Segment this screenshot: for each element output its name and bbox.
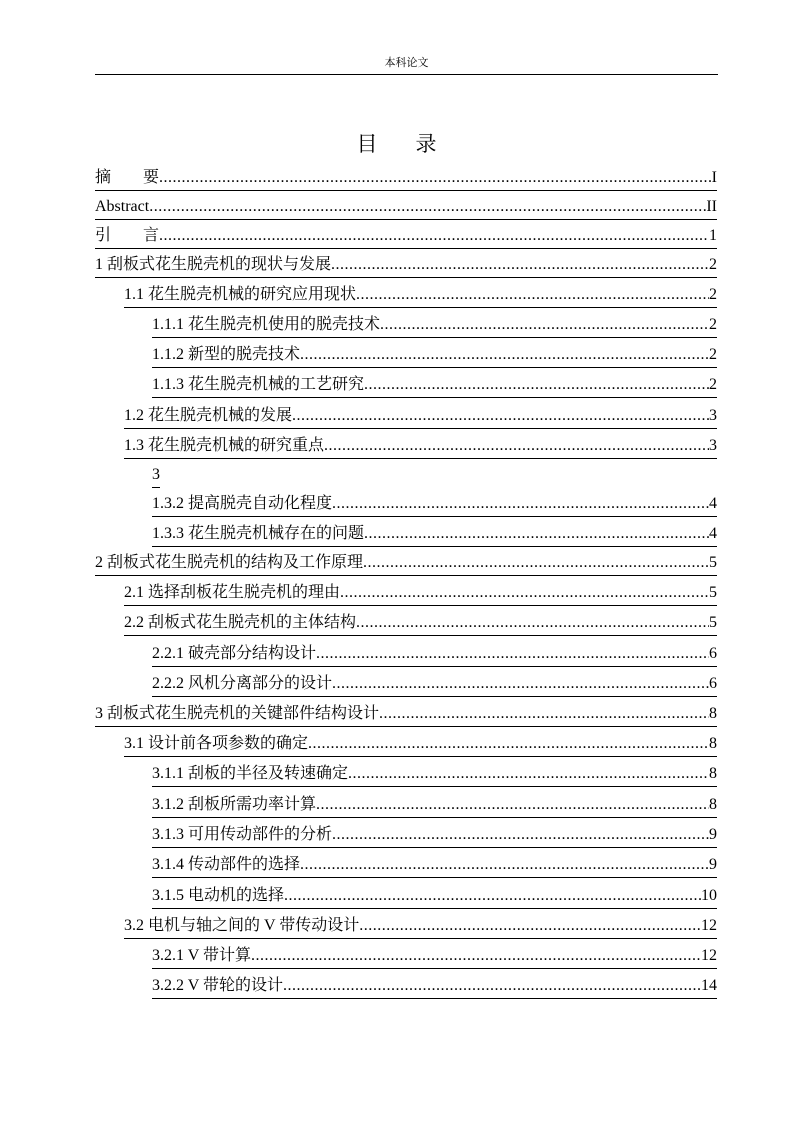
toc-entry-label: 3 刮板式花生脱壳机的关键部件结构设计 — [95, 705, 380, 722]
toc-entry-page: 2 — [709, 376, 717, 393]
toc-entry-page: II — [706, 198, 717, 215]
toc-entry-2-2-1[interactable] — [152, 642, 717, 667]
toc-entry-label: 1.2 花生脱壳机械的发展 — [124, 407, 293, 424]
toc-entry-page: 1 — [709, 227, 717, 244]
toc-entry-label: 引 言 — [95, 227, 160, 244]
leader-dots — [340, 581, 709, 605]
leader-dots — [251, 944, 701, 968]
toc-entry-page: 5 — [709, 554, 717, 571]
toc-entry-page: 10 — [701, 887, 717, 904]
toc-entry-label: 1.1.2 新型的脱壳技术 — [152, 346, 301, 363]
toc-entry-page: 4 — [709, 495, 717, 512]
toc-entry-label: 2 刮板式花生脱壳机的结构及工作原理 — [95, 554, 364, 571]
leader-dots — [359, 914, 701, 938]
leader-dots — [364, 373, 709, 397]
toc-entry-page: 2 — [709, 346, 717, 363]
toc-entry-page: 5 — [709, 614, 717, 631]
toc-entry-page: 2 — [709, 256, 717, 273]
toc-entry-label: 2.2 刮板式花生脱壳机的主体结构 — [124, 614, 357, 631]
toc-entry-3-2-1[interactable] — [152, 944, 717, 969]
toc-entry-label: 1 刮板式花生脱壳机的现状与发展 — [95, 256, 332, 273]
leader-dots — [356, 611, 709, 635]
toc-entry-ch2[interactable] — [95, 551, 717, 576]
toc-entry-label: 3 — [152, 466, 160, 483]
toc-entry-label: 1.1 花生脱壳机械的研究应用现状 — [124, 286, 357, 303]
toc-entry-page: 12 — [701, 917, 717, 934]
toc-entry-label: 2.2.2 风机分离部分的设计 — [152, 675, 333, 692]
toc-entry-1-2[interactable] — [124, 404, 717, 429]
toc-entry-label: 1.1.3 花生脱壳机械的工艺研究 — [152, 376, 365, 393]
toc-entry-label: 2.1 选择刮板花生脱壳机的理由 — [124, 584, 341, 601]
toc-entry-3-1-4[interactable] — [152, 853, 717, 878]
page-header — [95, 56, 718, 75]
toc-entry-page: 8 — [709, 735, 717, 752]
toc-entry-label: 3.1 设计前各项参数的确定 — [124, 735, 309, 752]
toc-title — [0, 131, 793, 157]
leader-dots — [331, 253, 709, 277]
leader-dots — [300, 853, 709, 877]
leader-dots — [149, 195, 706, 219]
header-title: 本科论文 — [384, 57, 429, 69]
toc-entry-page: 5 — [709, 584, 717, 601]
leader-dots — [316, 642, 709, 666]
toc-entry-3-1[interactable] — [124, 732, 717, 757]
toc-entry-page: 6 — [709, 675, 717, 692]
toc-entry-introduction[interactable] — [95, 224, 717, 249]
toc-entry-label: 2.2.1 破壳部分结构设计 — [152, 645, 317, 662]
toc-entry-3-2-2[interactable] — [152, 974, 717, 999]
leader-dots — [308, 732, 709, 756]
toc-entry-label: 1.3.3 花生脱壳机械存在的问题 — [152, 525, 365, 542]
leader-dots — [300, 343, 709, 367]
toc-entry-1-1-1[interactable] — [152, 313, 717, 338]
toc-entry-ch3[interactable] — [95, 702, 717, 727]
leader-dots — [332, 823, 709, 847]
toc-entry-3-1-3[interactable] — [152, 823, 717, 848]
leader-dots — [379, 702, 709, 726]
toc-entry-page: 4 — [709, 525, 717, 542]
leader-dots — [316, 793, 709, 817]
toc-entry-ch1[interactable] — [95, 253, 717, 278]
toc-entry-label: 摘 要 — [95, 169, 160, 186]
toc-entry-label: 3.1.4 传动部件的选择 — [152, 856, 301, 873]
leader-dots — [332, 672, 709, 696]
leader-dots — [292, 404, 709, 428]
leader-dots — [356, 283, 709, 307]
toc-entry-2-2-2[interactable] — [152, 672, 717, 697]
leader-dots — [380, 313, 709, 337]
leader-dots — [159, 166, 712, 190]
toc-entry-label: 3.1.1 刮板的半径及转速确定 — [152, 765, 349, 782]
toc-entry-2-2[interactable] — [124, 611, 717, 636]
toc-entry-page: 6 — [709, 645, 717, 662]
leader-dots — [159, 224, 709, 248]
toc-entry-page: 8 — [709, 796, 717, 813]
toc-entry-3-1-2[interactable] — [152, 793, 717, 818]
toc-entry-label: 1.1.1 花生脱壳机使用的脱壳技术 — [152, 316, 381, 333]
toc-entry-label: 3.2 电机与轴之间的 V 带传动设计 — [124, 917, 360, 934]
toc-title-part2: 录 — [415, 132, 437, 156]
toc-entry-1-1-3[interactable] — [152, 373, 717, 398]
toc-entry-3-1-5[interactable] — [152, 884, 717, 909]
toc-entry-page: 12 — [701, 947, 717, 964]
toc-entry-page: 14 — [701, 977, 717, 994]
toc-entry-page: 2 — [709, 286, 717, 303]
toc-entry-label: Abstract — [95, 198, 150, 215]
leader-dots — [284, 884, 701, 908]
toc-entry-1-1-2[interactable] — [152, 343, 717, 368]
toc-entry-page: 9 — [709, 856, 717, 873]
toc-entry-abstract-cn[interactable] — [95, 166, 717, 191]
toc-entry-abstract-en[interactable] — [95, 195, 717, 220]
toc-entry-label: 3.1.3 可用传动部件的分析 — [152, 826, 333, 843]
leader-dots — [363, 551, 709, 575]
toc-entry-1-3-2[interactable] — [152, 492, 717, 517]
leader-dots — [364, 522, 709, 546]
toc-entry-stray[interactable] — [152, 463, 160, 488]
toc-entry-label: 3.1.2 刮板所需功率计算 — [152, 796, 317, 813]
leader-dots — [348, 762, 709, 786]
toc-entry-label: 1.3 花生脱壳机械的研究重点 — [124, 437, 325, 454]
toc-entry-label: 3.2.1 V 带计算 — [152, 947, 251, 964]
toc-entry-page: 8 — [709, 765, 717, 782]
leader-dots — [324, 434, 709, 458]
toc-entry-label: 3.1.5 电动机的选择 — [152, 887, 285, 904]
leader-dots — [332, 492, 709, 516]
toc-entry-page: 3 — [709, 407, 717, 424]
leader-dots — [283, 974, 701, 998]
toc-entry-page: 9 — [709, 826, 717, 843]
toc-entry-1-3-3[interactable] — [152, 522, 717, 547]
toc-entry-page: 8 — [709, 705, 717, 722]
toc-entry-label: 3.2.2 V 带轮的设计 — [152, 977, 283, 994]
toc-entry-page: 3 — [709, 437, 717, 454]
toc-entry-3-2[interactable] — [124, 914, 717, 939]
toc-entry-page: I — [711, 169, 717, 186]
toc-entry-label: 1.3.2 提高脱壳自动化程度 — [152, 495, 333, 512]
toc-entry-3-1-1[interactable] — [152, 762, 717, 787]
toc-entry-2-1[interactable] — [124, 581, 717, 606]
toc-title-part1: 目 — [356, 132, 378, 156]
toc-entry-1-3[interactable] — [124, 434, 717, 459]
toc-entry-1-1[interactable] — [124, 283, 717, 308]
toc-entry-page: 2 — [709, 316, 717, 333]
